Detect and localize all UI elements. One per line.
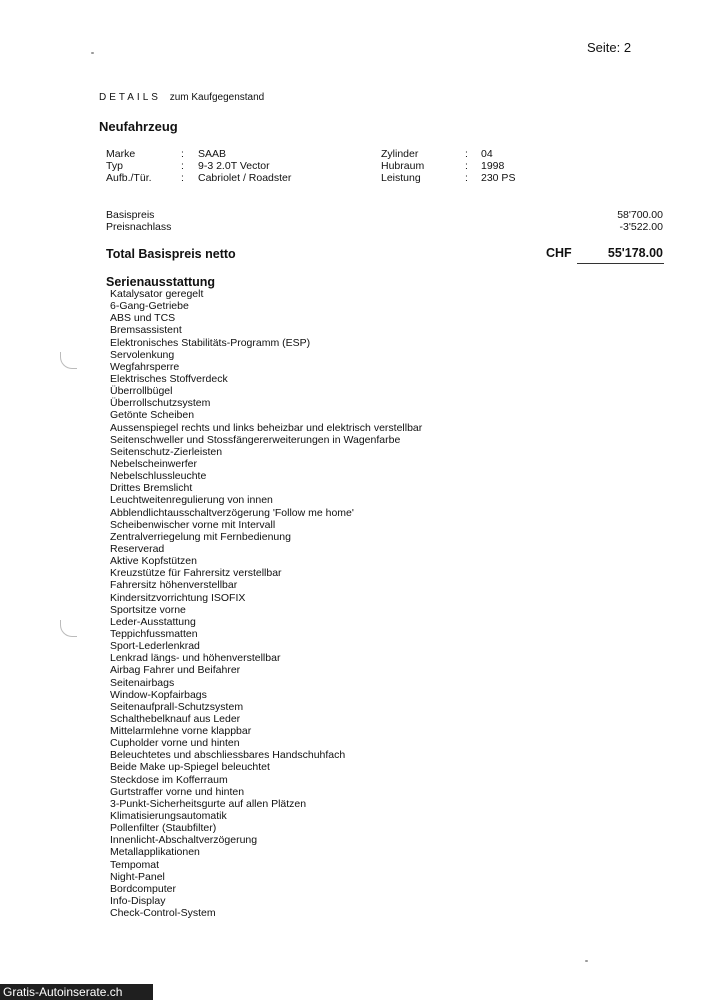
spec-left-sep-1: : (181, 160, 184, 172)
spec-left-label-2: Aufb./Tür. (106, 172, 152, 184)
feature-item: Cupholder vorne und hinten (110, 737, 240, 750)
details-header (99, 92, 264, 103)
feature-item: Leuchtweitenregulierung von innen (110, 494, 273, 507)
spec-left-value-2: Cabriolet / Roadster (198, 172, 292, 184)
feature-item: Scheibenwischer vorne mit Intervall (110, 518, 276, 531)
spec-left-sep-0: : (181, 148, 184, 160)
feature-item: Überrollbügel (110, 385, 173, 398)
spec-right-label-2: Leistung (381, 172, 421, 184)
spec-right-sep-1: : (465, 160, 468, 172)
feature-item: 6-Gang-Getriebe (110, 300, 189, 313)
feature-item: Steckdose im Kofferraum (110, 773, 228, 786)
feature-item: Reserverad (110, 542, 165, 555)
feature-item: Seitenairbags (110, 676, 175, 689)
spec-right-value-0: 04 (481, 148, 493, 160)
watermark: Gratis-Autoinserate.ch (0, 984, 153, 1000)
feature-item: Mittelarmlehne vorne klappbar (110, 725, 252, 738)
feature-item: Tempomat (110, 858, 160, 871)
feature-item: Beide Make up-Spiegel beleuchtet (110, 761, 270, 774)
total-label: Total Basispreis netto (106, 247, 236, 261)
feature-item: Überrollschutzsystem (110, 397, 211, 410)
features-title: Serienausstattung (106, 275, 216, 289)
feature-item: Pollenfilter (Staubfilter) (110, 822, 217, 835)
feature-list (110, 288, 422, 919)
spec-right-label-1: Hubraum (381, 160, 425, 172)
price-label-base: Basispreis (106, 209, 155, 221)
feature-item: Seitenaufprall-Schutzsystem (110, 700, 244, 713)
feature-item: Elektronisches Stabilitäts-Programm (ESP) (110, 336, 311, 349)
price-value-base: 58'700.00 (617, 209, 663, 221)
feature-item: Beleuchtetes und abschliessbares Handschuhfach (110, 749, 346, 762)
page-number: Seite: 2 (587, 40, 632, 55)
spec-right-value-1: 1998 (481, 160, 505, 172)
feature-item: Leder-Ausstattung (110, 615, 196, 628)
feature-item: Innenlicht-Abschaltverzögerung (110, 834, 258, 847)
spec-left-value-1: 9-3 2.0T Vector (198, 160, 270, 172)
feature-item: Kindersitzvorrichtung ISOFIX (110, 591, 246, 604)
spec-right-value-2: 230 PS (481, 172, 516, 184)
feature-item: Aussenspiegel rechts und links beheizbar und elektrisch verstellbar (110, 421, 423, 434)
feature-item: Bordcomputer (110, 882, 176, 895)
spec-left-label-0: Marke (106, 148, 136, 160)
feature-item: Abblendlichtausschaltverzögerung 'Follow me home' (110, 506, 354, 519)
feature-item: Nebelschlussleuchte (110, 470, 207, 483)
feature-item: ABS und TCS (110, 312, 176, 325)
feature-item: Lenkrad längs- und höhenverstellbar (110, 652, 281, 665)
punch-hole-mark (60, 352, 77, 369)
details-header-title: DETAILS (99, 92, 161, 103)
feature-item: Schalthebelknauf aus Leder (110, 712, 241, 725)
total-underline (577, 263, 664, 264)
feature-item: Metallapplikationen (110, 846, 200, 859)
feature-item: Night-Panel (110, 870, 165, 883)
spec-left-sep-2: : (181, 172, 184, 184)
total-currency: CHF (546, 246, 572, 260)
feature-item: Zentralverriegelung mit Fernbedienung (110, 530, 291, 543)
feature-item: Fahrersitz höhenverstellbar (110, 579, 238, 592)
feature-item: Wegfahrsperre (110, 360, 180, 373)
feature-item: Seitenschweller und Stossfängererweiterungen in Wagenfarbe (110, 433, 401, 446)
spec-left-label-1: Typ (106, 160, 123, 172)
spec-right-label-0: Zylinder (381, 148, 419, 160)
price-value-discount: -3'522.00 (619, 221, 663, 233)
spec-left-value-0: SAAB (198, 148, 227, 160)
feature-item: Kreuzstütze für Fahrersitz verstellbar (110, 567, 282, 580)
scan-speck (585, 960, 588, 962)
feature-item: Nebelscheinwerfer (110, 457, 197, 470)
feature-item: Katalysator geregelt (110, 288, 204, 300)
feature-item: 3-Punkt-Sicherheitsgurte auf allen Plätzen (110, 797, 307, 810)
feature-item: Sport-Lederlenkrad (110, 640, 200, 653)
feature-item: Aktive Kopfstützen (110, 555, 197, 568)
feature-item: Gurtstraffer vorne und hinten (110, 785, 245, 798)
scan-speck (91, 52, 94, 54)
feature-item: Elektrisches Stoffverdeck (110, 372, 228, 385)
feature-item: Klimatisierungsautomatik (110, 810, 227, 823)
feature-item: Teppichfussmatten (110, 627, 198, 640)
feature-item: Drittes Bremslicht (110, 482, 193, 495)
feature-item: Airbag Fahrer und Beifahrer (110, 664, 241, 677)
punch-hole-mark (60, 620, 77, 637)
details-header-subtitle: zum Kaufgegenstand (169, 92, 265, 103)
feature-item: Seitenschutz-Zierleisten (110, 445, 223, 458)
feature-item: Bremsassistent (110, 324, 182, 337)
feature-item: Window-Kopfairbags (110, 688, 207, 701)
feature-item: Info-Display (110, 895, 166, 908)
section-title: Neufahrzeug (99, 119, 178, 134)
feature-item: Check-Control-System (110, 907, 216, 920)
spec-right-sep-2: : (465, 172, 468, 184)
total-value: 55'178.00 (607, 246, 663, 260)
price-label-discount: Preisnachlass (106, 221, 172, 233)
spec-right-sep-0: : (465, 148, 468, 160)
feature-item: Getönte Scheiben (110, 409, 195, 422)
feature-item: Servolenkung (110, 348, 175, 361)
feature-item: Sportsitze vorne (110, 603, 186, 616)
